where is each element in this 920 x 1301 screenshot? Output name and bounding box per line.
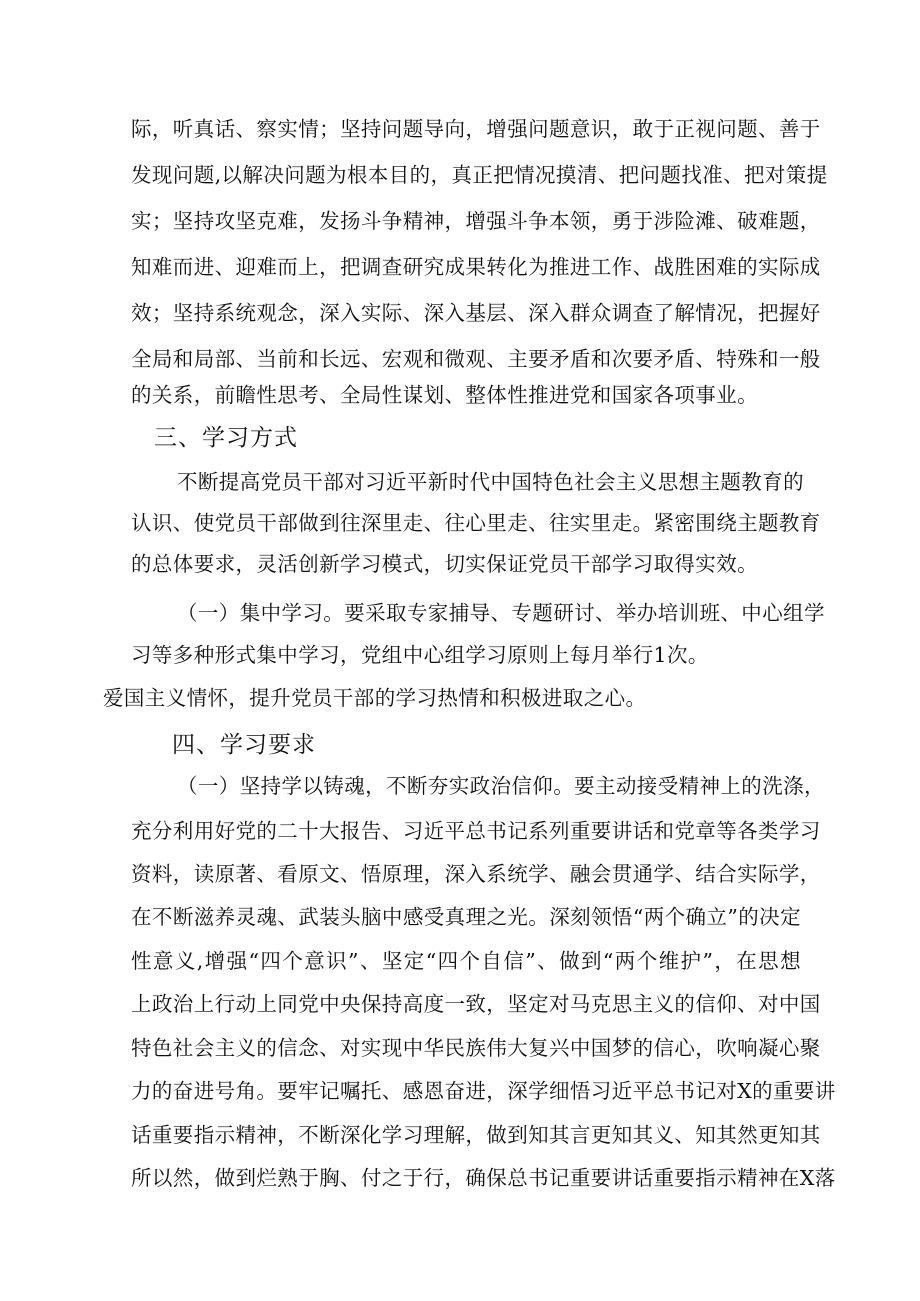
paragraph-line: （一）坚持学以铸魂，不断夯实政治信仰。要主动接受精神上的洗涤， [177, 774, 825, 798]
paragraph-line: 际，听真话、察实情；坚持问题导向，增强问题意识，敢于正视问题、善于 [131, 117, 821, 141]
paragraph-line: 习等多种形式集中学习，党组中心组学习原则上每月举行1次。 [131, 643, 709, 667]
section-heading-3: 三、学习方式 [154, 425, 298, 451]
paragraph-line: 充分利用好党的二十大报告、习近平总书记系列重要讲话和党章等各类学习 [131, 819, 821, 843]
paragraph-line: 所以然，做到烂熟于胸、付之于行，确保总书记重要讲话重要指示精神在X落 [131, 1166, 836, 1190]
paragraph-line: 不断提高党员干部对习近平新时代中国特色社会主义思想主题教育的 [177, 470, 804, 494]
paragraph-line: 性意义,增强“四个意识”、坚定“四个自信”、做到“两个维护”，在思想 [131, 949, 801, 973]
paragraph-line: （一）集中学习。要采取专家捕导、专题研讨、举办培训班、中心组学 [177, 601, 825, 625]
section-heading-4: 四、学习要求 [172, 732, 316, 758]
paragraph-line: 资料，读原著、看原文、悟原理，深入系统学、融会贯通学、结合实际学， [131, 862, 821, 886]
paragraph-line: 上政治上行动上同党中央保持高度一致，坚定对马克思主义的信仰、对中国 [131, 992, 821, 1016]
paragraph-line: 认识、使党员干部做到往深里走、往心里走、往实里走。紧密围绕主题教育 [131, 511, 821, 535]
paragraph-line: 的关系，前瞻性思考、全局性谋划、整体性推进党和国家各项事业。 [131, 383, 758, 407]
paragraph-line: 爱国主义情怀，提升党员干部的学习热情和积极进取之心。 [103, 686, 647, 710]
paragraph-line: 在不断滋养灵魂、武装头脑中感受真理之光。深刻领悟“两个确立”的决定 [131, 905, 801, 929]
paragraph-line: 发现问题,以解决问题为根本目的，真正把情况摸清、把问题找准、把对策提 [131, 163, 828, 187]
paragraph-line: 力的奋进号角。要牢记嘱托、感恩奋进，深学细悟习近平总书记对X的重要讲 [131, 1079, 836, 1103]
paragraph-line: 全局和局部、当前和长远、宏观和微观、主要矛盾和次要矛盾、特殊和一般 [131, 347, 821, 371]
paragraph-line: 效；坚持系统观念，深入实际、深入基层、深入群众调查了解情况，把握好 [131, 301, 821, 325]
paragraph-line: 的总体要求，灵活创新学习模式，切实保证党员干部学习取得实效。 [131, 552, 758, 576]
paragraph-line: 实；坚持攻坚克难，发扬斗争精神，增强斗争本领，勇于涉险滩、破难题， [131, 209, 821, 233]
paragraph-line: 知难而进、迎难而上，把调查研究成果转化为推进工作、战胜困难的实际成 [131, 255, 821, 279]
paragraph-line: 特色社会主义的信念、对实现中华民族伟大复兴中国梦的信心，吹响凝心聚 [131, 1036, 821, 1060]
paragraph-line: 话重要指示精神，不断深化学习理解，做到知其言更知其义、知其然更知其 [131, 1123, 821, 1147]
